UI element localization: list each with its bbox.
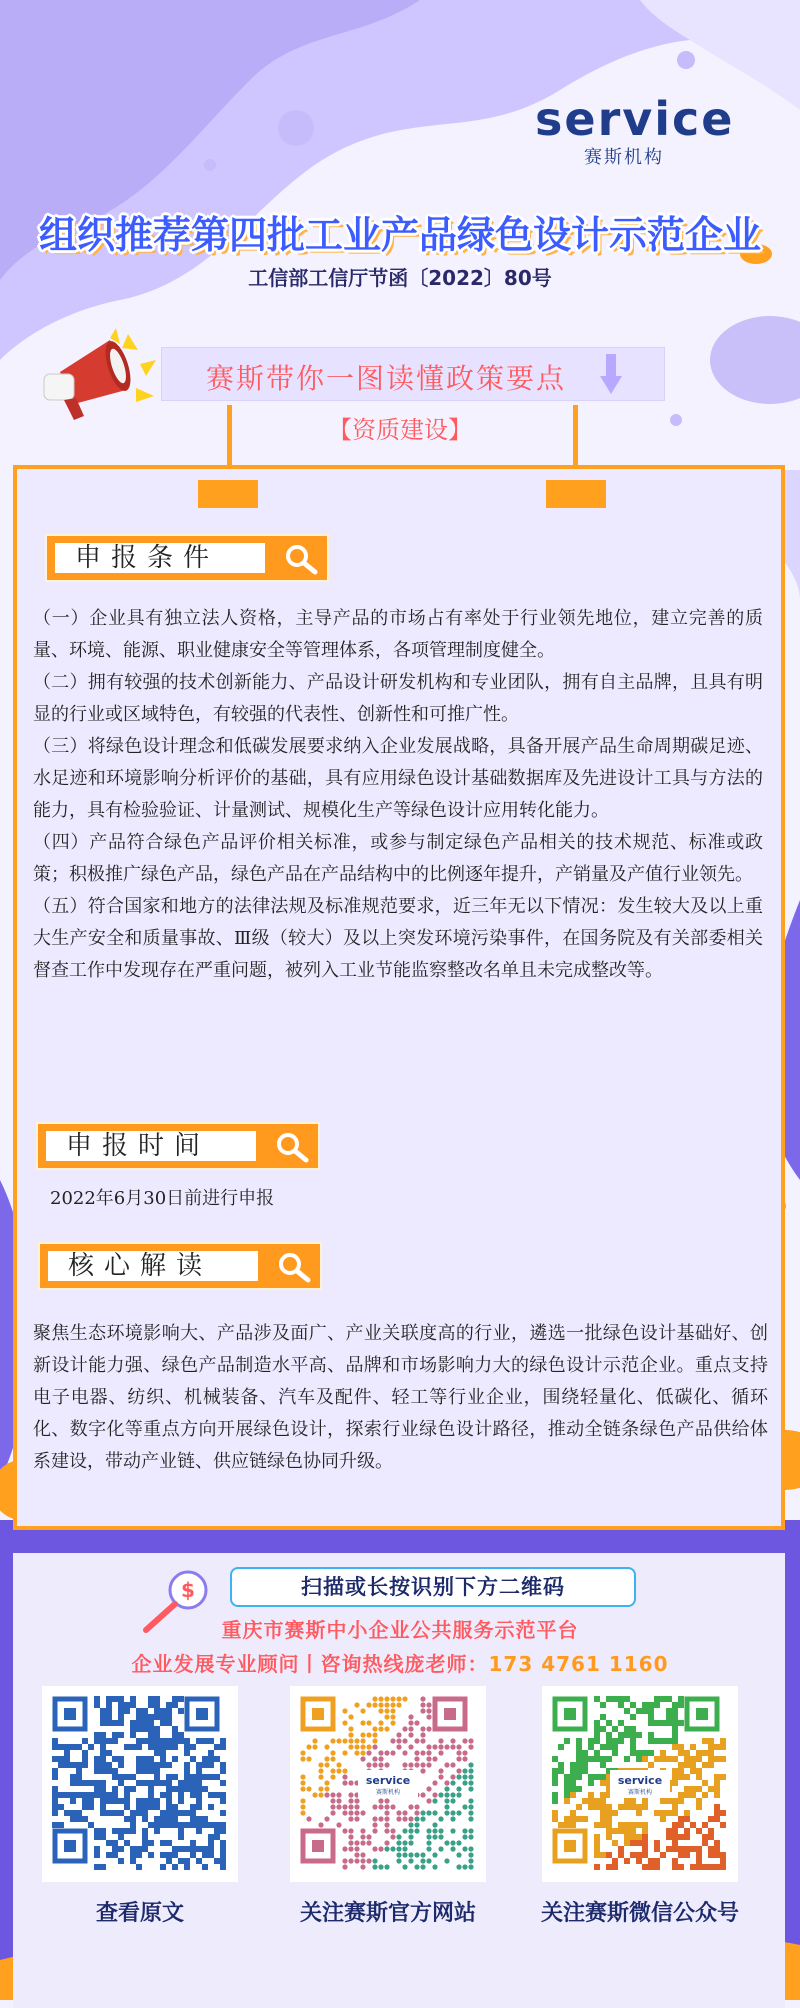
qr-caption-wechat: 关注赛斯微信公众号: [540, 1901, 739, 1926]
search-icon: [283, 542, 319, 578]
interpretation-item: 聚焦生态环境影响大、产品涉及面广、产业关联度高的行业，遴选一批绿色设计基础好、创新设计能力强、绿色产品制造水平高、品牌和市场影响力大的绿色设计示范企业。重点支持电子电器、纺织、机械装备、汽车及配件、轻工等行业企业，围绕轻量化、低碳化、循环化、数字化等重点方向开展绿色设计，探索行业绿色设计路径，推动全链条绿色产品供给体系建设，带动产业链、供应链绿色协同升级。: [33, 1323, 768, 1472]
qr-code-original[interactable]: [42, 1686, 238, 1882]
document-number: 工信部工信厅节函〔2022〕80号: [248, 266, 552, 290]
logo-wordmark: service: [535, 92, 735, 146]
section-header-conditions: [45, 534, 329, 582]
section-label: 申报条件: [55, 543, 265, 573]
section-header-deadline: [36, 1122, 320, 1170]
qr-caption-original: 查看原文: [95, 1901, 184, 1926]
condition-item: （二）拥有较强的技术创新能力、产品设计研发机构和专业团队，拥有自主品牌，且具有明显的行业或区域特色，有较强的代表性、创新性和可推广性。: [33, 672, 763, 725]
platform-name: 重庆市赛斯中小企业公共服务示范平台: [221, 1618, 579, 1642]
search-icon: [274, 1130, 310, 1166]
deadline-item: 2022年6月30日前进行申报: [50, 1188, 275, 1209]
down-arrow-icon: [600, 354, 622, 394]
qr-code-icon: [542, 1686, 738, 1882]
section-label: 核心解读: [48, 1251, 258, 1281]
scan-hint: 扫描或长按识别下方二维码: [230, 1567, 636, 1607]
logo-subtitle: 赛斯机构: [584, 147, 664, 168]
connector-left: [227, 405, 232, 465]
policy-banner: [161, 347, 665, 401]
page-title: 组织推荐第四批工业产品绿色设计示范企业: [38, 213, 761, 257]
qr-logo-sub: 赛斯机构: [375, 1789, 401, 1796]
condition-item: （一）企业具有独立法人资格，主导产品的市场占有率处于行业领先地位，建立完善的质量、环境、能源、职业健康安全等管理体系，各项管理制度健全。: [33, 608, 763, 661]
conditions-text: [33, 603, 763, 987]
qr-caption-website: 关注赛斯官方网站: [299, 1901, 476, 1926]
connector-right: [573, 405, 578, 465]
qr-code-website[interactable]: [290, 1686, 486, 1882]
interpretation-text: [33, 1318, 768, 1478]
svg-text:$: $: [181, 1578, 195, 1602]
search-icon: [276, 1250, 312, 1286]
phone-number: 173 4761 1160: [488, 1652, 669, 1676]
qr-code-icon: [290, 1686, 486, 1882]
condition-item: （三）将绿色设计理念和低碳发展要求纳入企业发展战略，具备开展产品生命周期碳足迹、水足迹和环境影响分析评价的基础，具有应用绿色设计基础数据库及先进设计工具与方法的能力，具有检验验证、计量测试、规模化生产等绿色设计应用转化能力。: [33, 736, 763, 821]
qr-code-wechat[interactable]: [542, 1686, 738, 1882]
category-label: 【资质建设】: [328, 416, 472, 444]
section-label: 申报时间: [46, 1131, 256, 1161]
qr-code-icon: [42, 1686, 238, 1882]
connector-foot-right-top: [546, 480, 606, 508]
condition-item: （五）符合国家和地方的法律法规及标准规范要求，近三年无以下情况：发生较大及以上重大生产安全和质量事故、Ⅲ级（较大）及以上突发环境污染事件，在国务院及有关部委相关督查工作中发现存在严重问题，被列入工业节能监察整改名单且未完成整改等。: [33, 896, 763, 981]
qr-logo-word: service: [617, 1774, 663, 1787]
section-header-interpretation: [38, 1242, 322, 1290]
connector-foot-left-top: [198, 480, 258, 508]
deadline-text: [50, 1183, 650, 1215]
contact-prefix: 企业发展专业顾问丨咨询热线庞老师：: [131, 1652, 489, 1676]
banner-text: 赛斯带你一图读懂政策要点: [206, 362, 567, 395]
qr-logo-sub: 赛斯机构: [627, 1789, 653, 1796]
condition-item: （四）产品符合绿色产品评价相关标准，或参与制定绿色产品相关的技术规范、标准或政策；积极推广绿色产品，绿色产品在产品结构中的比例逐年提升，产销量及产值行业领先。: [33, 832, 763, 885]
qr-logo-word: service: [365, 1774, 411, 1787]
contact-line: [0, 1648, 800, 1677]
